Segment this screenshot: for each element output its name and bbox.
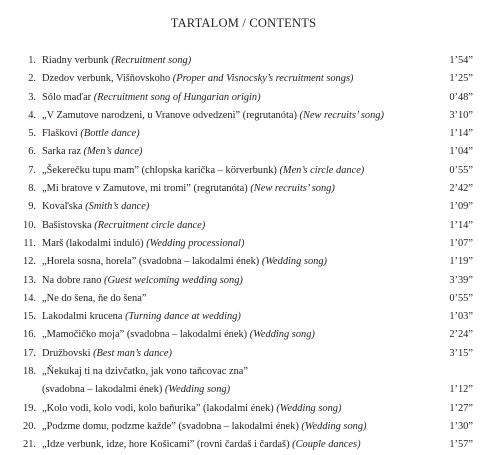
track-english-title: (Wedding processional): [146, 237, 245, 249]
page-title: TARTALOM / CONTENTS: [170, 16, 317, 30]
track-title-line: [42, 162, 364, 180]
track-english-title: (Recruitment circle dance): [94, 219, 206, 231]
track-english-title: (Men’s circle dance): [279, 164, 365, 176]
track-english-title: (Men’s dance): [83, 146, 143, 158]
track-number: 5.: [28, 128, 36, 140]
track-duration: 2’42”: [449, 183, 473, 195]
contents-entry: [0, 290, 487, 308]
contents-entry: [0, 162, 487, 180]
contents-entry: [0, 363, 487, 400]
track-title-line: [42, 363, 248, 381]
track-number: 13.: [23, 274, 36, 286]
track-english-title: (Wedding song): [261, 256, 327, 268]
track-number: 3.: [28, 91, 36, 103]
contents-entry: [0, 107, 487, 125]
contents-entry: [0, 89, 487, 107]
track-duration: 2’24”: [449, 329, 473, 341]
track-number: 9.: [28, 201, 36, 213]
track-title-line: [42, 272, 243, 290]
track-title-line: [42, 143, 143, 161]
contents-entry: [0, 436, 487, 454]
track-duration: 0’55”: [449, 292, 473, 304]
track-english-title: (Turning dance at wedding): [125, 311, 241, 323]
track-number: 11.: [23, 237, 36, 249]
track-duration: 3’10”: [449, 109, 473, 121]
track-duration: 3’15”: [449, 347, 473, 359]
track-title-line: [42, 400, 341, 418]
track-title-line: [42, 107, 384, 125]
track-number: 20.: [23, 420, 36, 432]
track-number: 12.: [23, 256, 36, 268]
track-english-title: (Smith’s dance): [85, 201, 150, 213]
contents-list: [0, 52, 487, 455]
track-title-line: [42, 198, 149, 216]
track-english-title: (Recruitment song of Hungarian origin): [93, 91, 261, 103]
track-duration: 3’39”: [449, 274, 473, 286]
track-english-title: (Wedding song): [249, 329, 315, 341]
track-duration: 1’12”: [449, 384, 473, 396]
contents-entry: [0, 418, 487, 436]
track-title: Riadny verbunk: [42, 55, 112, 66]
track-number: 8.: [28, 183, 36, 195]
track-english-title: (New recruits’ song): [299, 109, 384, 121]
track-title: Flaškovi: [42, 128, 81, 140]
contents-entry: [0, 198, 487, 216]
track-duration: 0’48”: [449, 91, 473, 103]
track-title: „Šekerečku tupu mam” (chlopska karička – körverbunk): [42, 164, 280, 176]
track-number: 18.: [23, 366, 36, 378]
track-duration: 1’03”: [449, 311, 473, 323]
track-title: „Ne do šena, ňe do šena”: [42, 292, 147, 304]
track-number: 21.: [23, 439, 36, 451]
track-duration: 1’27”: [449, 402, 473, 414]
track-number: 10.: [23, 219, 36, 231]
track-title-line: [42, 70, 353, 88]
track-title: „Horela sosna, horela” (svadobna – lakodalmi ének): [42, 256, 262, 268]
track-number: 1.: [28, 55, 36, 66]
track-duration: 1’54”: [449, 55, 473, 66]
track-title: (svadobna – lakodalmi ének): [42, 384, 165, 396]
track-title-line: [42, 345, 172, 363]
track-title: „Ňekukaj ti na dzivčatko, jak vono taňcovac zna”: [42, 366, 248, 378]
track-duration: 1’14”: [449, 128, 473, 140]
track-title-line: [42, 418, 367, 436]
track-number: 2.: [28, 73, 36, 85]
track-title-line: [42, 326, 315, 344]
track-number: 6.: [28, 146, 36, 158]
contents-entry: [0, 125, 487, 143]
contents-entry: [0, 52, 487, 70]
contents-entry: [0, 272, 487, 290]
track-title-line: [42, 308, 241, 326]
track-duration: 1’14”: [449, 219, 473, 231]
contents-entry: [0, 400, 487, 418]
contents-entry: [0, 235, 487, 253]
track-english-title: (Couple dances): [292, 439, 361, 451]
track-number: 7.: [28, 164, 36, 176]
track-title: Na dobre rano: [42, 274, 105, 286]
track-number: 4.: [28, 109, 36, 121]
track-title: „V Zamutove narodzeni, u Vranove odvedzeni” (regrutanóta): [42, 109, 300, 121]
track-title-line: [42, 235, 244, 253]
track-duration: 1’04”: [449, 146, 473, 158]
track-title-line: [42, 125, 140, 143]
track-english-title: (Wedding song): [301, 420, 367, 432]
track-title: „Mamočičko moja” (svadobna – lakodalmi ének): [42, 329, 250, 341]
track-duration: 1’57”: [449, 439, 473, 451]
track-title: „Mi bratove v Zamutove, mi tromi” (regrutanóta): [42, 183, 251, 195]
track-title: Dzedov verbunk, Višňovskoho: [42, 73, 173, 85]
track-english-title: (Recruitment song): [111, 55, 192, 66]
track-title: Sólo maďar: [42, 91, 94, 103]
track-title: Lakodalmi krucena: [42, 311, 126, 323]
track-title: „Idze verbunk, idze, hore Košicami” (rovni čardaš i čardaš): [42, 439, 293, 451]
track-duration: 1’09”: [449, 201, 473, 213]
track-english-title: (Proper and Visnocsky’s recruitment songs): [172, 73, 354, 85]
track-title-line: [42, 381, 230, 399]
track-number: 17.: [23, 347, 36, 359]
track-duration: 1’19”: [449, 256, 473, 268]
track-title-line: [42, 290, 146, 308]
track-english-title: (Best man’s dance): [93, 347, 172, 359]
track-number: 16.: [23, 329, 36, 341]
track-title: Marš (lakodalmi induló): [42, 237, 147, 249]
track-title-line: [42, 436, 361, 454]
track-duration: 0’55”: [449, 164, 473, 176]
contents-entry: [0, 70, 487, 88]
track-number: 14.: [23, 292, 36, 304]
track-title: Bašistovska: [42, 219, 95, 231]
track-english-title: (Guest welcoming wedding song): [104, 274, 243, 286]
contents-entry: [0, 253, 487, 271]
track-title-line: [42, 253, 327, 271]
track-duration: 1’30”: [449, 420, 473, 432]
contents-entry: [0, 345, 487, 363]
track-title: „Kolo vodi, kolo vodi, kolo baňurika” (lakodalmi ének): [42, 402, 277, 414]
contents-entry: [0, 326, 487, 344]
track-number: 19.: [23, 402, 36, 414]
track-title: Sarka raz: [42, 146, 84, 158]
track-title-line: [42, 180, 335, 198]
track-duration: 1’07”: [449, 237, 473, 249]
track-english-title: (Wedding song): [164, 384, 231, 396]
track-title-line: [42, 217, 205, 235]
track-english-title: (Wedding song): [276, 402, 342, 414]
track-title-line: [42, 52, 191, 70]
contents-entry: [0, 308, 487, 326]
track-title: Družbovski: [42, 347, 94, 359]
track-english-title: (Bottle dance): [80, 128, 140, 140]
track-english-title: (New recruits’ song): [250, 183, 335, 195]
contents-entry: [0, 180, 487, 198]
track-title: Kovaľska: [42, 201, 86, 213]
track-title: „Podzme domu, podzme každe” (svadobna – lakodalmi ének): [42, 420, 302, 432]
contents-entry: [0, 217, 487, 235]
contents-entry: [0, 143, 487, 161]
track-number: 15.: [23, 311, 36, 323]
track-title-line: [42, 89, 261, 107]
track-duration: 1’25”: [449, 73, 473, 85]
